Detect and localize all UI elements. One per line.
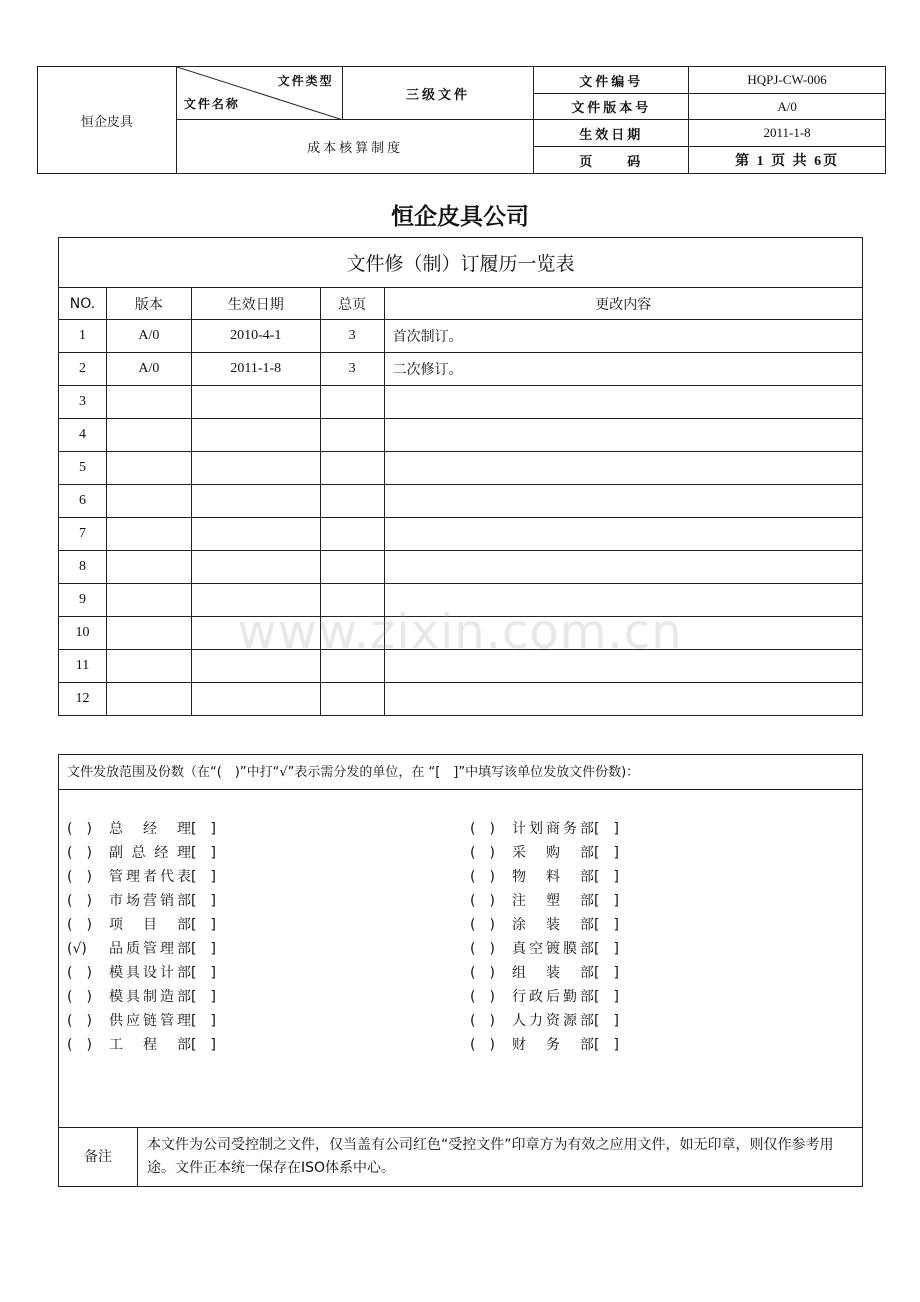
dept-copies-field[interactable]: [ ] [594, 1037, 619, 1053]
department-item [470, 889, 619, 913]
dept-checkbox[interactable]: ( ) [67, 821, 92, 837]
department-item [470, 865, 619, 889]
cell-version: A/0 [106, 353, 191, 386]
dept-checkbox[interactable]: ( ) [67, 965, 92, 981]
dept-checkbox[interactable]: ( ) [67, 845, 92, 861]
table-row [59, 452, 863, 485]
cell-content: 首次制订。 [384, 320, 862, 353]
col-header-pages: 总页 [320, 288, 384, 320]
doc-type-value: 三级文件 [342, 67, 534, 120]
cell-pages [320, 452, 384, 485]
col-header-content: 更改内容 [384, 288, 862, 320]
department-item [67, 913, 216, 937]
doc-version-value: A/0 [689, 94, 886, 120]
table-row [59, 485, 863, 518]
dept-copies-field[interactable]: [ ] [594, 845, 619, 861]
cell-version [106, 452, 191, 485]
col-header-date: 生效日期 [191, 288, 320, 320]
document-header [37, 66, 886, 174]
cell-date [191, 452, 320, 485]
cell-date [191, 551, 320, 584]
table-row [59, 683, 863, 716]
distribution-box [58, 754, 863, 1187]
department-item [67, 961, 216, 985]
cell-pages [320, 386, 384, 419]
department-item [67, 865, 216, 889]
dept-copies-field[interactable]: [ ] [191, 965, 216, 981]
doc-number-value: HQPJ-CW-006 [689, 67, 886, 94]
cell-version [106, 551, 191, 584]
dept-name: 供应链管理 [109, 1013, 191, 1029]
cell-no: 4 [59, 419, 107, 452]
dept-checkbox[interactable]: ( ) [67, 893, 92, 909]
distribution-instruction: 文件发放范围及份数（在“( )”中打“√”表示需分发的单位，在 “[ ]”中填写该单位发放文件份数)： [59, 755, 862, 790]
table-row [59, 320, 863, 353]
cell-version [106, 683, 191, 716]
department-item [470, 1033, 619, 1057]
cell-no: 12 [59, 683, 107, 716]
department-item [470, 985, 619, 1009]
cell-no: 3 [59, 386, 107, 419]
dept-checkbox[interactable]: ( ) [470, 1037, 495, 1053]
cell-content [384, 452, 862, 485]
department-item [67, 889, 216, 913]
dept-copies-field[interactable]: [ ] [191, 893, 216, 909]
dept-name: 市场营销部 [109, 893, 191, 909]
dept-copies-field[interactable]: [ ] [594, 821, 619, 837]
effective-date-label: 生效日期 [534, 120, 689, 147]
doc-type-label: 文件类型 [277, 74, 334, 88]
dept-name: 品质管理部 [109, 941, 191, 957]
department-item [67, 1033, 216, 1057]
dept-copies-field[interactable]: [ ] [594, 1013, 619, 1029]
dept-name: 管理者代表 [109, 869, 191, 885]
dept-copies-field[interactable]: [ ] [191, 869, 216, 885]
cell-pages [320, 419, 384, 452]
table-row [59, 551, 863, 584]
doc-name-value: 成本核算制度 [176, 120, 534, 174]
dept-copies-field[interactable]: [ ] [594, 869, 619, 885]
company-title: 恒企皮具公司 [391, 204, 529, 230]
cell-no: 7 [59, 518, 107, 551]
dept-checkbox[interactable]: ( ) [470, 869, 495, 885]
cell-version [106, 518, 191, 551]
dept-name: 模具制造部 [109, 989, 191, 1005]
cell-version [106, 419, 191, 452]
cell-date [191, 485, 320, 518]
cell-version [106, 386, 191, 419]
department-list-left [67, 817, 216, 1057]
cell-date [191, 683, 320, 716]
page-label: 页 码 [534, 147, 689, 174]
dept-name: 注塑部 [512, 893, 594, 909]
doc-version-label: 文件版本号 [534, 94, 689, 120]
dept-copies-field[interactable]: [ ] [594, 893, 619, 909]
dept-name: 副总经理 [109, 845, 191, 861]
dept-name: 财务部 [512, 1037, 594, 1053]
dept-copies-field[interactable]: [ ] [191, 1037, 216, 1053]
cell-pages [320, 683, 384, 716]
doc-number-label: 文件编号 [534, 67, 689, 94]
dept-checkbox[interactable]: ( ) [470, 989, 495, 1005]
effective-date-value: 2011-1-8 [689, 120, 886, 147]
department-item [470, 937, 619, 961]
cell-no: 11 [59, 650, 107, 683]
dept-copies-field[interactable]: [ ] [191, 1013, 216, 1029]
dept-copies-field[interactable]: [ ] [594, 989, 619, 1005]
dept-name: 物料部 [512, 869, 594, 885]
cell-pages [320, 551, 384, 584]
dept-checkbox[interactable]: ( ) [67, 1013, 92, 1029]
cell-version: A/0 [106, 320, 191, 353]
dept-copies-field[interactable]: [ ] [594, 917, 619, 933]
department-item [470, 817, 619, 841]
dept-checkbox[interactable]: ( ) [67, 869, 92, 885]
dept-name: 行政后勤部 [512, 989, 594, 1005]
cell-content [384, 386, 862, 419]
cell-pages: 3 [320, 353, 384, 386]
cell-pages: 3 [320, 320, 384, 353]
dept-name: 组装部 [512, 965, 594, 981]
dept-copies-field[interactable]: [ ] [594, 941, 619, 957]
doc-name-label: 文件名称 [183, 97, 240, 111]
dept-name: 人力资源部 [512, 1013, 594, 1029]
department-item [470, 913, 619, 937]
notes-row [59, 1127, 862, 1186]
department-item [470, 841, 619, 865]
company-name: 恒企皮具 [38, 67, 177, 174]
dept-checkbox[interactable]: ( ) [470, 821, 495, 837]
cell-no: 9 [59, 584, 107, 617]
department-item [67, 817, 216, 841]
dept-checkbox[interactable]: ( ) [470, 941, 495, 957]
cell-no: 6 [59, 485, 107, 518]
cell-date [191, 419, 320, 452]
dept-checkbox[interactable]: ( ) [470, 845, 495, 861]
cell-content [384, 683, 862, 716]
cell-content [384, 419, 862, 452]
dept-checkbox[interactable]: ( ) [470, 965, 495, 981]
dept-copies-field[interactable]: [ ] [191, 845, 216, 861]
dept-name: 工程部 [109, 1037, 191, 1053]
department-item [67, 937, 216, 961]
department-item [67, 1009, 216, 1033]
dept-checkbox[interactable]: ( ) [67, 989, 92, 1005]
cell-pages [320, 518, 384, 551]
dept-name: 采购部 [512, 845, 594, 861]
dept-copies-field[interactable]: [ ] [191, 941, 216, 957]
table-row [59, 353, 863, 386]
col-header-no: NO. [59, 288, 107, 320]
dept-checkbox[interactable]: ( ) [67, 1037, 92, 1053]
col-header-version: 版本 [106, 288, 191, 320]
cell-no: 1 [59, 320, 107, 353]
dept-copies-field[interactable]: [ ] [594, 965, 619, 981]
cell-version [106, 485, 191, 518]
revision-table-title: 文件修（制）订履历一览表 [59, 238, 863, 288]
cell-no: 8 [59, 551, 107, 584]
dept-name: 涂装部 [512, 917, 594, 933]
table-row [59, 419, 863, 452]
cell-pages [320, 485, 384, 518]
dept-checkbox[interactable]: ( ) [67, 917, 92, 933]
dept-name: 模具设计部 [109, 965, 191, 981]
cell-no: 2 [59, 353, 107, 386]
department-item [67, 985, 216, 1009]
department-item [470, 961, 619, 985]
page-value: 第 1 页 共 6页 [689, 147, 886, 174]
cell-date: 2010-4-1 [191, 320, 320, 353]
cell-date [191, 386, 320, 419]
dept-checkbox[interactable]: ( ) [470, 1013, 495, 1029]
dept-copies-field[interactable]: [ ] [191, 917, 216, 933]
dept-name: 真空镀膜部 [512, 941, 594, 957]
dept-checkbox[interactable]: ( ) [470, 893, 495, 909]
department-list-right [470, 817, 619, 1057]
dept-name: 总经理 [109, 821, 191, 837]
table-row [59, 386, 863, 419]
doc-type-name-cell [176, 67, 342, 120]
dept-checkbox[interactable]: ( ) [470, 917, 495, 933]
cell-date [191, 518, 320, 551]
dept-copies-field[interactable]: [ ] [191, 821, 216, 837]
cell-no: 5 [59, 452, 107, 485]
watermark: www.zixin.com.cn [237, 604, 683, 660]
cell-content [384, 551, 862, 584]
department-item [67, 841, 216, 865]
dept-checkbox[interactable]: (√) [67, 941, 87, 957]
dept-name: 项目部 [109, 917, 191, 933]
cell-content [384, 485, 862, 518]
dept-copies-field[interactable]: [ ] [191, 989, 216, 1005]
cell-no: 10 [59, 617, 107, 650]
notes-text: 本文件为公司受控制之文件，仅当盖有公司红色“受控文件”印章方为有效之应用文件，如无印章，则仅作参考用途。文件正本统一保存在ISO体系中心。 [147, 1137, 834, 1176]
cell-content: 二次修订。 [384, 353, 862, 386]
department-item [470, 1009, 619, 1033]
cell-date: 2011-1-8 [191, 353, 320, 386]
dept-name: 计划商务部 [512, 821, 594, 837]
notes-label: 备注 [59, 1128, 138, 1186]
table-row [59, 518, 863, 551]
cell-content [384, 518, 862, 551]
